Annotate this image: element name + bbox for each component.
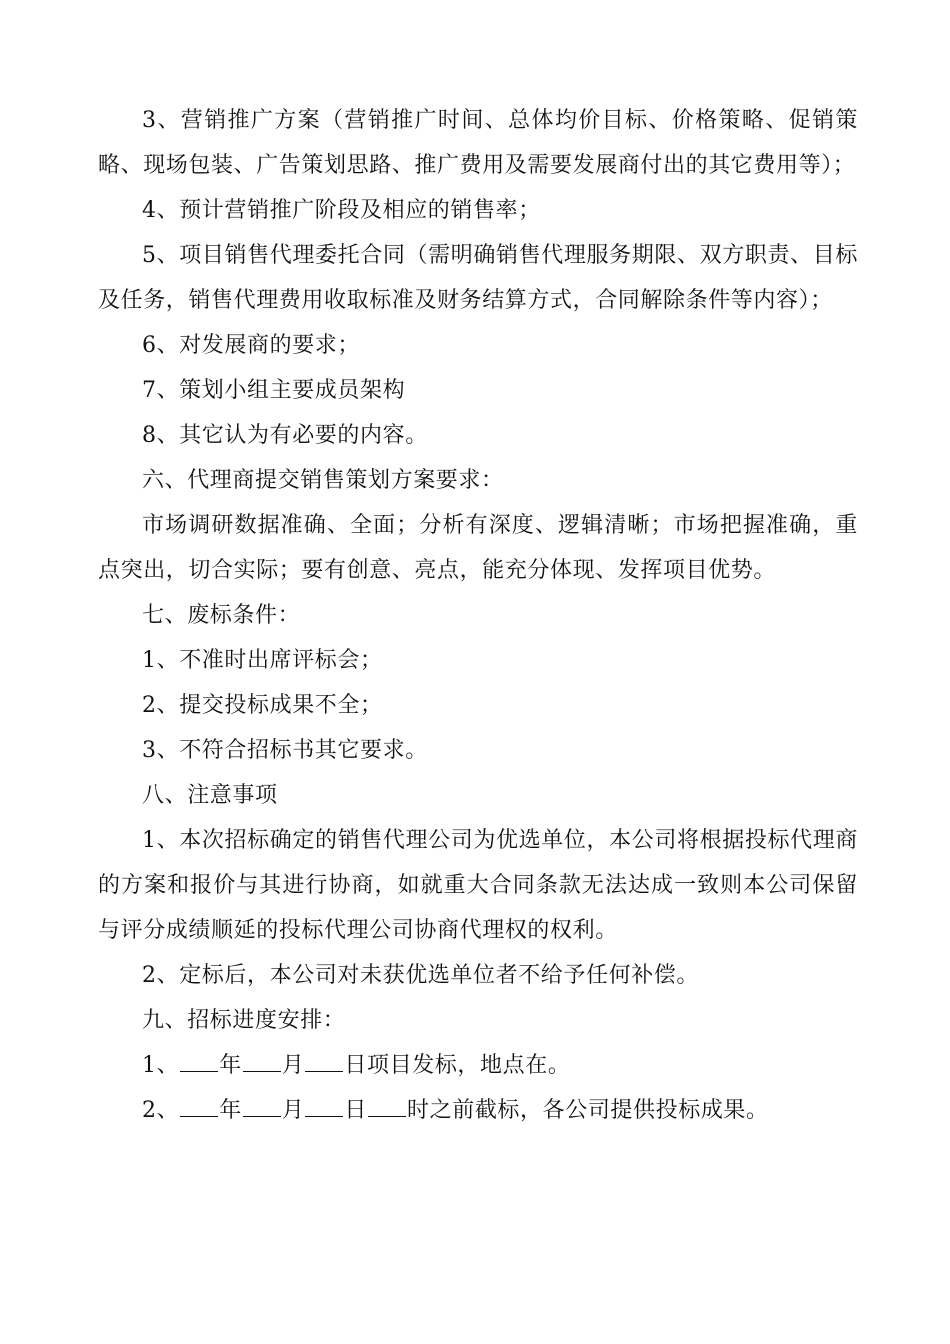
paragraph-sales-rate: 4、预计营销推广阶段及相应的销售率； [142,198,541,223]
paragraph-disqualify-2: 2、提交投标成果不全； [142,693,383,718]
paragraph-team-structure: 7、策划小组主要成员架构 [142,378,406,403]
paragraph-notice-2: 2、定标后，本公司对未获优选单位者不给予任何补偿。 [142,963,699,988]
day-blank [305,1094,343,1117]
month-blank [243,1094,281,1117]
schedule-1-text: 日项目发标，地点在。 [344,1053,571,1078]
heading-section-nine: 九、招标进度安排： [142,1008,346,1033]
hour-blank [368,1094,406,1117]
heading-section-eight: 八、注意事项 [142,783,278,808]
day-blank [305,1049,343,1072]
heading-section-six: 六、代理商提交销售策划方案要求： [142,468,504,493]
year-blank [180,1049,218,1072]
schedule-1-year: 年 [219,1053,242,1078]
schedule-item-1 [98,1043,858,1088]
heading-section-seven: 七、废标条件： [142,603,301,628]
paragraph-notice-1: 1、本次招标确定的销售代理公司为优选单位，本公司将根据投标代理商的方案和报价与其进行协商，如就重大合同条款无法达成一致则本公司保留与评分成绩顺延的投标代理公司协商代理权的权利。 [98,828,858,943]
year-blank [180,1094,218,1117]
schedule-2-prefix: 2、 [142,1098,180,1123]
schedule-1-month: 月 [281,1053,305,1078]
paragraph-disqualify-1: 1、不准时出席评标会； [142,648,383,673]
document-body [98,98,858,1133]
schedule-2-day: 日 [344,1098,368,1123]
paragraph-plan-requirements: 市场调研数据准确、全面；分析有深度、逻辑清晰；市场把握准确，重点突出，切合实际；要有创意、亮点，能充分体现、发挥项目优势。 [98,513,858,583]
paragraph-developer-requirements: 6、对发展商的要求； [142,333,360,358]
paragraph-other-content: 8、其它认为有必要的内容。 [142,423,428,448]
schedule-2-text: 时之前截标，各公司提供投标成果。 [407,1098,769,1123]
schedule-2-year: 年 [219,1098,242,1123]
paragraph-agency-contract: 5、项目销售代理委托合同（需明确销售代理服务期限、双方职责、目标及任务，销售代理费用收取标准及财务结算方式，合同解除条件等内容）； [98,243,858,313]
month-blank [243,1049,281,1072]
paragraph-disqualify-3: 3、不符合招标书其它要求。 [142,738,428,763]
schedule-2-month: 月 [281,1098,305,1123]
paragraph-marketing-plan: 3、营销推广方案（营销推广时间、总体均价目标、价格策略、促销策略、现场包装、广告策划思路、推广费用及需要发展商付出的其它费用等）； [98,108,858,178]
schedule-1-prefix: 1、 [142,1053,180,1078]
schedule-item-2 [98,1088,858,1133]
